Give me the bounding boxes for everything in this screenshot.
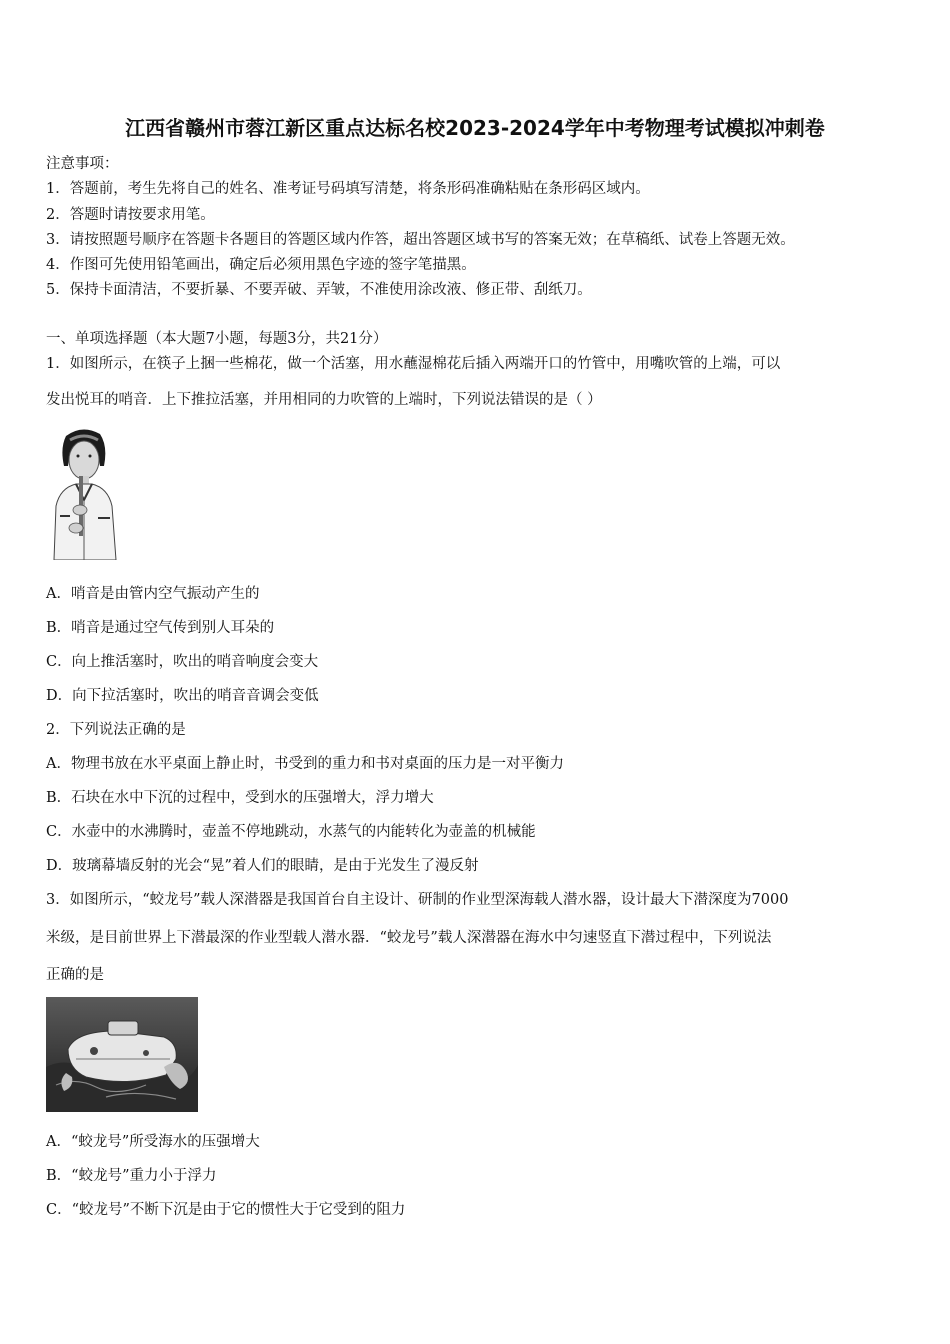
- q2-stem: 2．下列说法正确的是: [46, 722, 186, 738]
- notice-item: 3．请按照题号顺序在答题卡各题目的答题区域内作答，超出答题区域书写的答案无效；在草稿纸、试卷上答题无效。: [46, 232, 795, 248]
- q1-stem-line1: 1．如图所示，在筷子上捆一些棉花，做一个活塞，用水蘸湿棉花后插入两端开口的竹管中，用嘴吹管的上端，可以: [46, 356, 781, 372]
- notice-heading: 注意事项：: [46, 156, 119, 172]
- q1-option-d: D．向下拉活塞时，吹出的哨音音调会变低: [46, 688, 319, 704]
- q1-option-b: B．哨音是通过空气传到别人耳朵的: [46, 620, 275, 636]
- q3-option-b: B．“蛟龙号”重力小于浮力: [46, 1168, 217, 1184]
- q2-option-b: B．石块在水中下沉的过程中，受到水的压强增大，浮力增大: [46, 790, 434, 806]
- q2-option-d: D．玻璃幕墙反射的光会“晃”着人们的眼睛，是由于光发生了漫反射: [46, 858, 479, 874]
- q1-figure-girl-whistle: [46, 426, 122, 560]
- q3-stem-line1: 3．如图所示，“蛟龙号”载人深潜器是我国首台自主设计、研制的作业型深海载人潜水器，设计最大下潜深度为7000: [46, 892, 789, 908]
- q2-option-a: A．物理书放在水平桌面上静止时，书受到的重力和书对桌面的压力是一对平衡力: [46, 756, 564, 772]
- notice-item: 2．答题时请按要求用笔。: [46, 207, 215, 223]
- q3-stem-line3: 正确的是: [46, 967, 104, 983]
- q3-option-c: C．“蛟龙号”不断下沉是由于它的惯性大于它受到的阻力: [46, 1202, 406, 1218]
- section-heading: 一、单项选择题（本大题7小题，每题3分，共21分）: [46, 331, 388, 347]
- notice-item: 5．保持卡面清洁，不要折暴、不要弄破、弄皱，不准使用涂改液、修正带、刮纸刀。: [46, 282, 592, 298]
- notice-item: 4．作图可先使用铅笔画出，确定后必须用黑色字迹的签字笔描黑。: [46, 257, 476, 273]
- exam-title: 江西省赣州市蓉江新区重点达标名校2023-2024学年中考物理考试模拟冲刺卷: [125, 116, 825, 140]
- q2-option-c: C．水壶中的水沸腾时，壶盖不停地跳动，水蒸气的内能转化为壶盖的机械能: [46, 824, 536, 840]
- q3-option-a: A．“蛟龙号”所受海水的压强增大: [46, 1134, 260, 1150]
- q3-figure-submersible: [46, 997, 198, 1112]
- notice-item: 1．答题前，考生先将自己的姓名、准考证号码填写清楚，将条形码准确粘贴在条形码区域内。: [46, 181, 650, 197]
- q1-option-c: C．向上推活塞时，吹出的哨音响度会变大: [46, 654, 319, 670]
- q1-stem-line2: 发出悦耳的哨音．上下推拉活塞，并用相同的力吹管的上端时，下列说法错误的是（ ）: [46, 392, 602, 408]
- q3-stem-line2: 米级，是目前世界上下潜最深的作业型载人潜水器．“蛟龙号”载人深潜器在海水中匀速竖直下潜过程中，下列说法: [46, 930, 772, 946]
- q1-option-a: A．哨音是由管内空气振动产生的: [46, 586, 260, 602]
